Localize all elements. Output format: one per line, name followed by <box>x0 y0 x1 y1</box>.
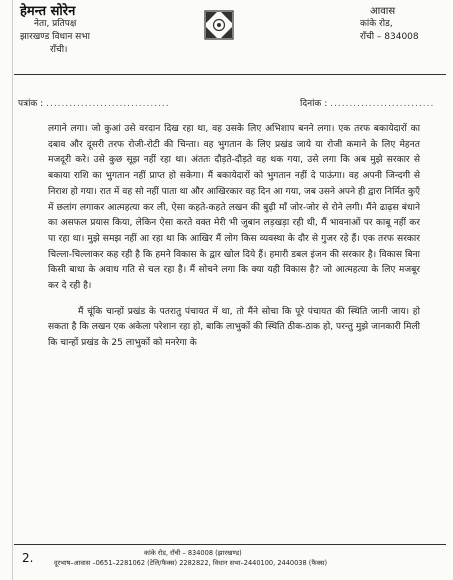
header-divider <box>14 74 446 75</box>
letterhead-name: हेमन्त सोरेन <box>20 4 76 19</box>
footer-phones: दूरभाष–आवास –0651–2281062 (टेलि/फैक्स) 2282822, विधान सभा–2440100, 2440038 (फैक्स) <box>54 559 328 567</box>
body-paragraph-1: लगाने लगा। जो कुआं उसे वरदान दिख रहा था, वह उसके लिए अभिशाप बनने लगा। एक तरफ बकायेदारों का दबाव और दूसरी तरफ रोजी-रोटी की चिन्ता। वह भुगतान के लिए प्रखंड जाये या रोजी कमाने के लिए मेहनत मजदूरी करे। उसे कुछ सूझ नहीं रहा था। अंततः दौड़ते-दौड़ते वह थक गया, उसे लगा कि अब मुझे सरकार से बकाया राशि का भुगतान नहीं प्राप्त हो सकेगा। मैं बकायेदारों को भुगतान नहीं दे पाऊंगा। वह अपनी जिन्दगी से निराश हो गया। रात में वह सो नहीं पाता था और आखिरकार वह दिन आ गया, जब उसने अपने ही द्वारा निर्मित कुएँ में छलांग लगाकर आत्महत्या कर ली, ऐसा कहते-कहते लखन की बुढ़ी माँ जोर-जोर से रोने लगी। मैंने ढाढ़स बंधाने का असफल प्रयास किया, लेकिन ऐसा करते वक्त मेरी भी जुबान लड़खड़ा रही थी, मैं भावनाओं पर काबू नहीं कर पा रहा था। मुझे समझ नहीं आ रहा था कि आखिर मैं लोग किस व्यवस्था के दौर से गुजर रहे हैं। एक तरफ सरकार चिल्ला-चिल्लाकर कह रही है कि हमने विकास के द्वार खोल दिये हैं। हमारी डबल इंजन की सरकार है। विकास बिना किसी बाधा के अवाध गति से चल रहा है। मैं सोचने लगा कि क्या यही विकास है? जो आत्महत्या के लिए मजबूर कर दे रही है। <box>48 124 420 292</box>
letterhead-city: राँची। <box>50 45 68 55</box>
body-paragraph-2: मैं चूंकि चान्हों प्रखंड के पतरातु पंचायत में था, तो मैंने सोचा कि पूरे पंचायत की स्थिति जानी जाय। हो सकता है कि लखन एक अकेला परेशान रहा हो, बाकि लाभुकों की स्थिति ठीक-ठाक हो, परन्तु मुझे जानकारी मिली कि चान्हों प्रखंड के 25 लाभुकों को मनरेगा के <box>48 306 420 349</box>
letterhead-designation: नेता, प्रतिपक्ष <box>34 19 77 29</box>
letterhead-right <box>350 5 419 44</box>
footer-address: कांके रोड, राँची – 834008 (झारखण्ड) <box>144 549 242 557</box>
letterhead-assembly: झारखण्ड विधान सभा <box>20 32 90 42</box>
date-dots: ........................... <box>330 99 435 109</box>
reference-label: पत्रांक : <box>18 99 44 109</box>
margin-line <box>12 0 13 580</box>
date-label: दिनांक : <box>300 99 328 109</box>
letter-body <box>48 122 420 352</box>
footer-divider <box>14 544 446 545</box>
footer-address-block <box>54 548 434 568</box>
address-road: कांके रोड, <box>360 19 393 29</box>
reference-dots: ................................ <box>46 99 170 109</box>
date-field <box>300 96 434 109</box>
page-number: 2. <box>22 551 34 565</box>
letterhead-left <box>20 5 90 57</box>
reference-field <box>18 96 170 109</box>
residence-label: आवास <box>370 6 396 17</box>
state-emblem-icon <box>204 10 234 40</box>
address-city-pin: राँची – 834008 <box>360 32 419 42</box>
